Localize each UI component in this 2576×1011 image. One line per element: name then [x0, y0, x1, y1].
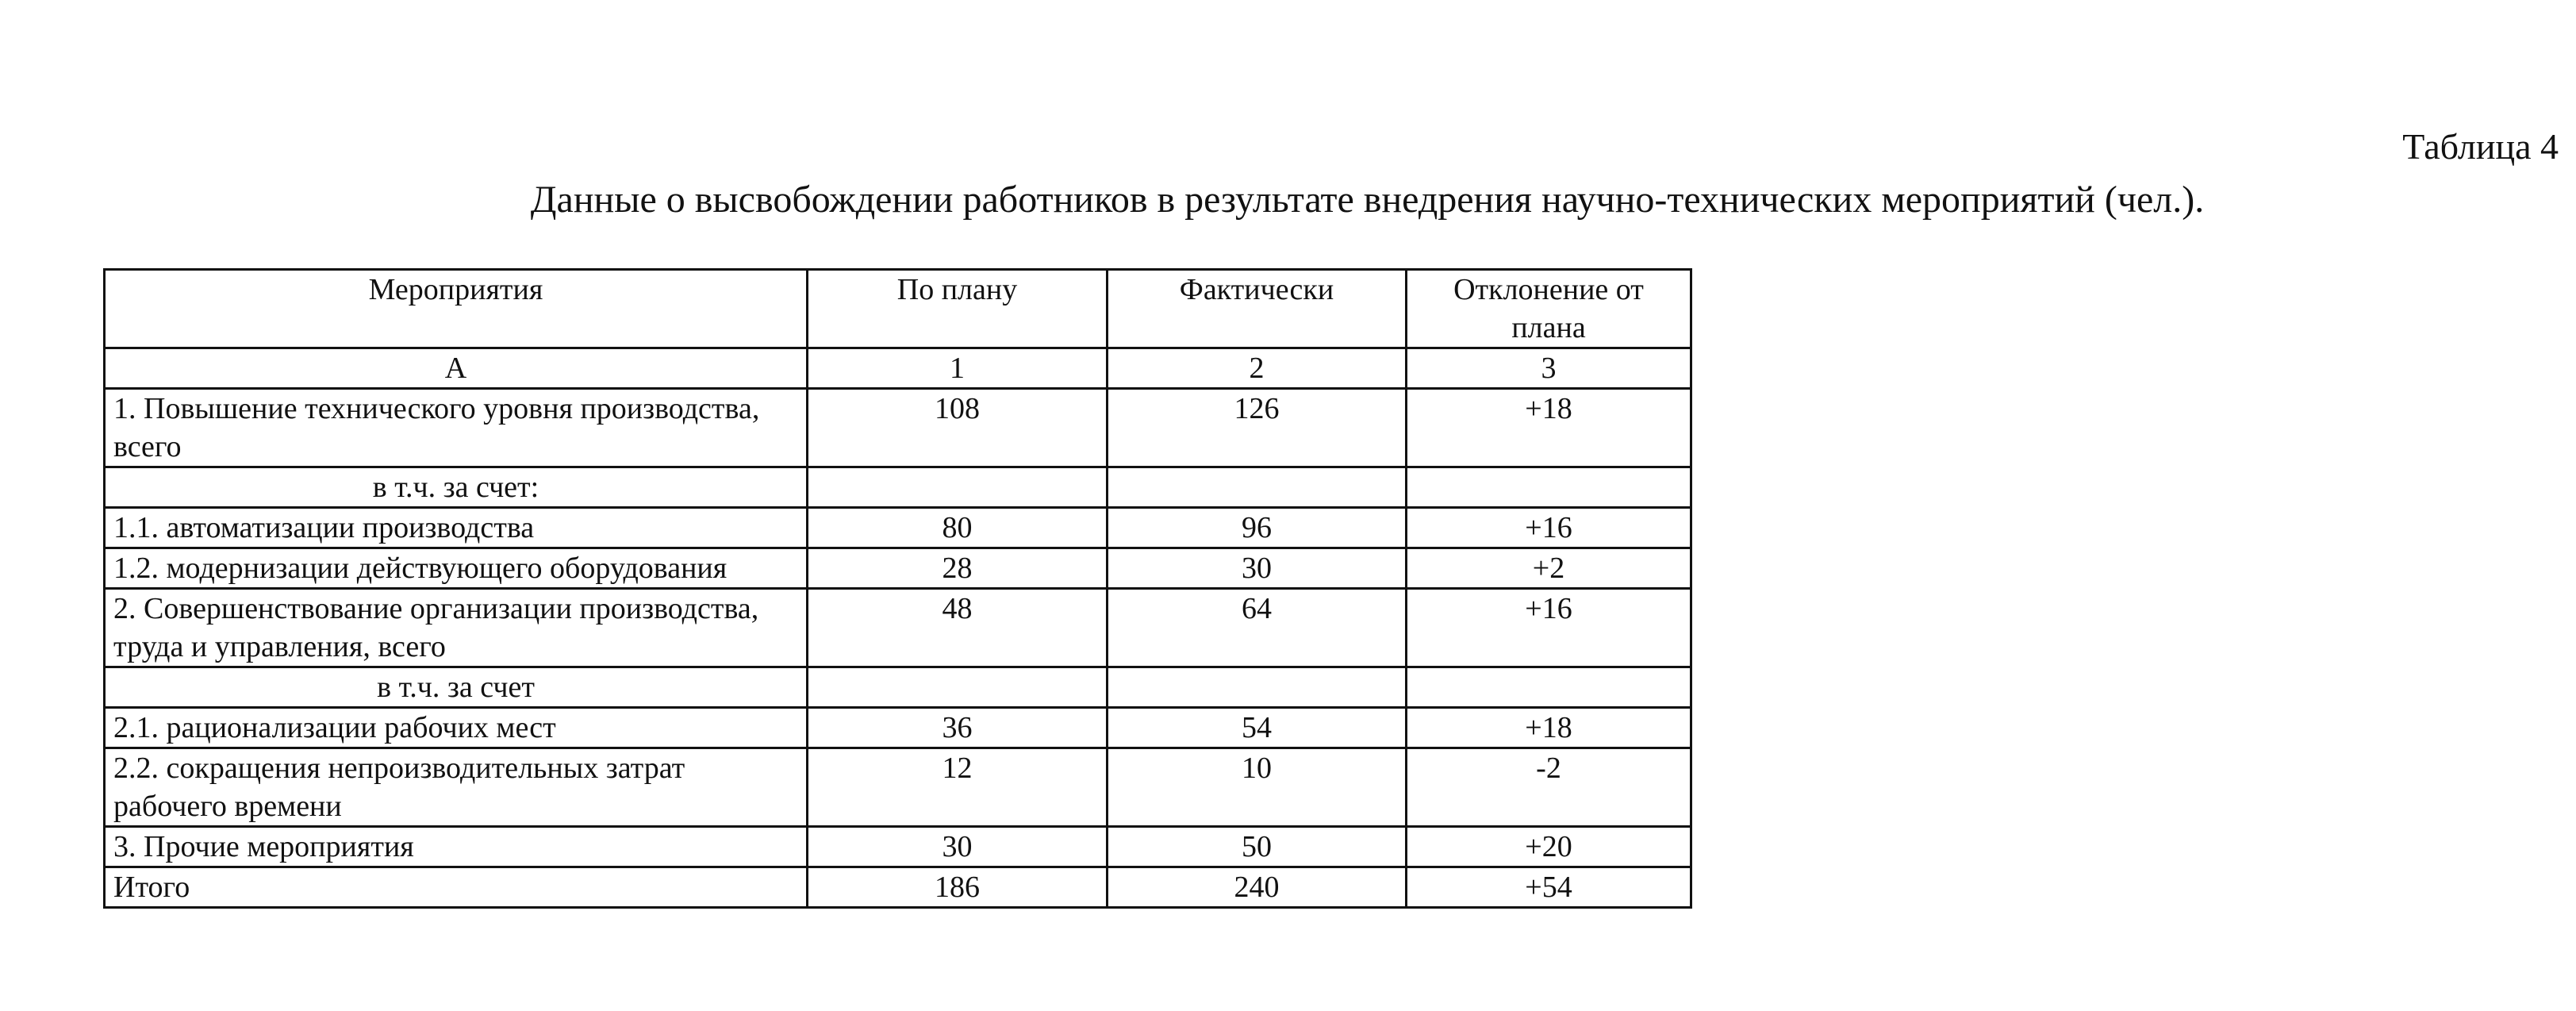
deviation-value	[1407, 667, 1691, 708]
index-cell: 1	[808, 348, 1108, 389]
index-row	[105, 348, 1691, 389]
deviation-value: +16	[1407, 508, 1691, 548]
table-row	[105, 548, 1691, 589]
header-row	[105, 270, 1691, 348]
fact-value: 30	[1108, 548, 1407, 589]
plan-value: 80	[808, 508, 1108, 548]
index-cell: 2	[1108, 348, 1407, 389]
table-row	[105, 589, 1691, 667]
fact-value	[1108, 667, 1407, 708]
fact-value: 50	[1108, 827, 1407, 867]
measure-subheading: в т.ч. за счет:	[105, 467, 808, 508]
plan-value: 48	[808, 589, 1108, 667]
deviation-value: -2	[1407, 748, 1691, 827]
total-label: Итого	[105, 867, 808, 908]
plan-value	[808, 667, 1108, 708]
table-row	[105, 827, 1691, 867]
deviation-value: +18	[1407, 708, 1691, 748]
measure-name: 2.2. сокращения непроизводительных затрат рабочего времени	[105, 748, 808, 827]
plan-value: 30	[808, 827, 1108, 867]
header-deviation: Отклонение от плана	[1407, 270, 1691, 348]
plan-value: 12	[808, 748, 1108, 827]
table-row	[105, 748, 1691, 827]
measure-subheading: в т.ч. за счет	[105, 667, 808, 708]
plan-value: 36	[808, 708, 1108, 748]
document-title: Данные о высвобождении работников в результате внедрения научно-технических мероприятий (чел.).	[530, 179, 2205, 221]
fact-value	[1108, 467, 1407, 508]
workers-release-table	[103, 268, 1692, 909]
plan-value: 28	[808, 548, 1108, 589]
index-cell: А	[105, 348, 808, 389]
fact-value: 64	[1108, 589, 1407, 667]
fact-value: 54	[1108, 708, 1407, 748]
plan-value	[808, 467, 1108, 508]
measure-name: 1.2. модернизации действующего оборудования	[105, 548, 808, 589]
fact-value: 126	[1108, 389, 1407, 467]
deviation-value: +2	[1407, 548, 1691, 589]
table-row	[105, 467, 1691, 508]
header-plan: По плану	[808, 270, 1108, 348]
measure-name: 2.1. рационализации рабочих мест	[105, 708, 808, 748]
plan-value: 108	[808, 389, 1108, 467]
deviation-value: +16	[1407, 589, 1691, 667]
table-row	[105, 667, 1691, 708]
table-number-label: Таблица 4	[2402, 126, 2559, 167]
deviation-value	[1407, 467, 1691, 508]
deviation-value: +20	[1407, 827, 1691, 867]
index-cell: 3	[1407, 348, 1691, 389]
plan-total: 186	[808, 867, 1108, 908]
measure-name: 2. Совершенствование организации производства, труда и управления, всего	[105, 589, 808, 667]
fact-total: 240	[1108, 867, 1407, 908]
measure-name: 3. Прочие мероприятия	[105, 827, 808, 867]
table-row	[105, 708, 1691, 748]
header-measures: Мероприятия	[105, 270, 808, 348]
fact-value: 10	[1108, 748, 1407, 827]
total-row	[105, 867, 1691, 908]
measure-name: 1.1. автоматизации производства	[105, 508, 808, 548]
header-fact: Фактически	[1108, 270, 1407, 348]
table-row	[105, 389, 1691, 467]
measure-name: 1. Повышение технического уровня производства, всего	[105, 389, 808, 467]
table-row	[105, 508, 1691, 548]
deviation-value: +18	[1407, 389, 1691, 467]
deviation-total: +54	[1407, 867, 1691, 908]
fact-value: 96	[1108, 508, 1407, 548]
